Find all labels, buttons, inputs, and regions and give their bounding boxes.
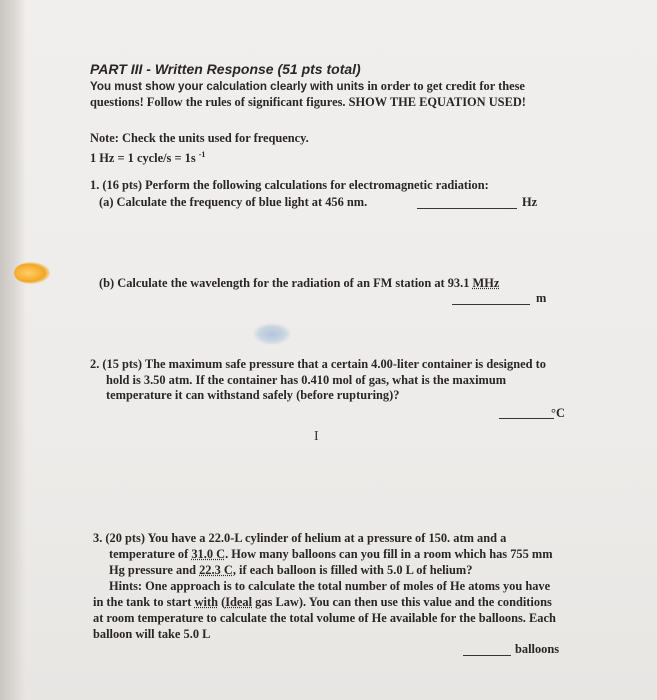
q1b-mhz: MHz (472, 276, 500, 290)
q1-heading: 1. (16 pts) Perform the following calculations for electromagnetic radiation: (90, 178, 489, 192)
q3-hint-with: with (194, 595, 218, 609)
instructions-emphasis: You must show your calculation clearly with units (90, 80, 365, 93)
q1b-prompt (99, 276, 499, 291)
q1b-text: (b) Calculate the wavelength for the radiation of an FM station at 93.1 (99, 276, 473, 290)
q1a-prompt: (a) Calculate the frequency of blue light at 456 nm. (99, 195, 368, 209)
instructions-line-1 (90, 79, 525, 94)
q3-hint-3: at room temperature to calculate the total volume of He available for the balloons. Each (93, 611, 556, 625)
q3-line-2 (109, 547, 553, 562)
q1b-unit: m (536, 291, 547, 305)
q3-pressure-label: Hg pressure and (109, 563, 200, 577)
q1a-answer-blank[interactable] (417, 208, 517, 209)
instructions-sigfigs: questions! Follow the rules of significant figures. (90, 95, 349, 109)
q2-answer-blank[interactable] (499, 418, 554, 419)
q3-line-1: 3. (20 pts) You have a 22.0-L cylinder of helium at a pressure of 150. atm and a (93, 531, 507, 545)
note-line-2 (90, 147, 205, 166)
q3-line-2-rest: . How many balloons can you fill in a room which has 755 mm (225, 547, 553, 561)
q3-hint-4: balloon will take 5.0 L (93, 627, 211, 641)
q3-line-3 (109, 563, 472, 578)
q3-hint-1: Hints: One approach is to calculate the total number of moles of He atoms you have (109, 579, 551, 593)
q1a-unit: Hz (522, 195, 538, 209)
note-line-1: Note: Check the units used for frequency. (90, 131, 309, 145)
q3-temp-label: temperature of (109, 547, 192, 561)
q3-hint-2-start: in the tank to start (93, 595, 195, 609)
text-cursor-icon: I (314, 429, 319, 444)
q3-hint-2-rest: gas Law). You can then use this value and the conditions (252, 595, 552, 609)
blue-smudge (253, 323, 291, 345)
q3-answer-blank[interactable] (463, 655, 511, 656)
q2-unit: °C (551, 406, 565, 420)
q1b-answer-blank[interactable] (452, 304, 530, 305)
q3-hint-ideal: Ideal (225, 595, 253, 609)
note-exponent: -1 (198, 150, 206, 159)
q3-temp-value: 31.0 C (191, 547, 226, 561)
q3-hint-2 (93, 595, 552, 610)
q3-hint-paren: ( (217, 595, 226, 609)
instructions-equation: SHOW THE EQUATION USED! (348, 95, 526, 109)
instructions-continuation: in order to get credit for these (364, 79, 525, 93)
page-edge-shadow (0, 0, 26, 700)
q3-line-3-rest: , if each balloon is filled with 5.0 L of helium? (232, 563, 473, 577)
q3-room-temp: 22.3 C (199, 563, 233, 577)
note-hz-definition: 1 Hz = 1 cycle/s = 1s (90, 151, 199, 166)
q3-unit: balloons (515, 642, 560, 656)
highlighter-mark (14, 262, 50, 284)
q2-line-3: temperature it can withstand safely (before rupturing)? (106, 388, 400, 402)
q2-line-2: hold is 3.50 atm. If the container has 0.410 mol of gas, what is the maximum (106, 373, 507, 387)
instructions-line-2 (90, 95, 526, 110)
section-title: PART III - Written Response (51 pts total) (90, 61, 361, 77)
q2-line-1: 2. (15 pts) The maximum safe pressure that a certain 4.00-liter container is designed to (90, 357, 546, 371)
